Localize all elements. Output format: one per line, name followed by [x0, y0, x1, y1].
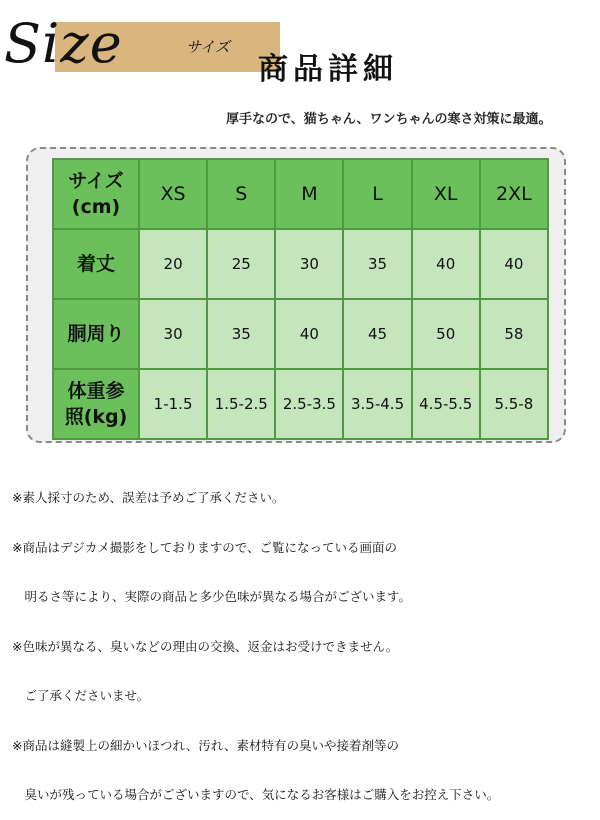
table-cell: 40 [275, 299, 343, 369]
note-line: ※色味が異なる、臭いなどの理由の交換、返金はお受けできません。 [12, 638, 399, 654]
note-line: ※商品はデジカメ撮影をしておりますので、ご覧になっている画面の [12, 539, 397, 555]
size-header-row [53, 159, 548, 229]
row-label-length: 着丈 [53, 229, 139, 299]
table-cell: 5.5-8 [480, 369, 548, 439]
table-row [53, 229, 548, 299]
table-row [53, 299, 548, 369]
size-cell: M [275, 159, 343, 229]
table-cell: 1-1.5 [139, 369, 207, 439]
size-word: Size [4, 12, 123, 75]
notes [12, 457, 499, 820]
table-cell: 40 [412, 229, 480, 299]
size-cell: XL [412, 159, 480, 229]
table-cell: 20 [139, 229, 207, 299]
table-row [53, 369, 548, 439]
table-cell: 35 [343, 229, 411, 299]
table-cell: 25 [207, 229, 275, 299]
table-cell: 30 [275, 229, 343, 299]
size-header-label: サイズ (cm) [53, 159, 139, 229]
table-cell: 58 [480, 299, 548, 369]
table-cell: 50 [412, 299, 480, 369]
table-cell: 40 [480, 229, 548, 299]
note-line: 明るさ等により、実際の商品と多少色味が異なる場合がございます。 [12, 589, 412, 604]
row-label-weight: 体重参 照(kg) [53, 369, 139, 439]
table-cell: 4.5-5.5 [412, 369, 480, 439]
size-cell: XS [139, 159, 207, 229]
note-line: ※素人採寸のため、誤差は予めご了承ください。 [12, 490, 285, 505]
table-cell: 45 [343, 299, 411, 369]
table-cell: 3.5-4.5 [343, 369, 411, 439]
size-cell: L [343, 159, 411, 229]
table-cell: 2.5-3.5 [275, 369, 343, 439]
page-title: 商品詳細 [258, 52, 398, 87]
subtitle: 厚手なので、猫ちゃん、ワンちゃんの寒さ対策に最適。 [226, 112, 552, 127]
note-line: ※商品は縫製上の細かいほつれ、汚れ、素材特有の臭いや接着剤等の [12, 737, 399, 753]
size-cell: S [207, 159, 275, 229]
table-cell: 1.5-2.5 [207, 369, 275, 439]
note-line: ご了承くださいませ。 [12, 688, 150, 703]
row-label-girth: 胴周り [53, 299, 139, 369]
note-line: 臭いが残っている場合がございますので、気になるお客様はご購入をお控え下さい。 [12, 787, 500, 802]
table-cell: 30 [139, 299, 207, 369]
table-cell: 35 [207, 299, 275, 369]
size-table [52, 158, 549, 440]
size-cell: 2XL [480, 159, 548, 229]
size-kana: サイズ [186, 38, 230, 56]
